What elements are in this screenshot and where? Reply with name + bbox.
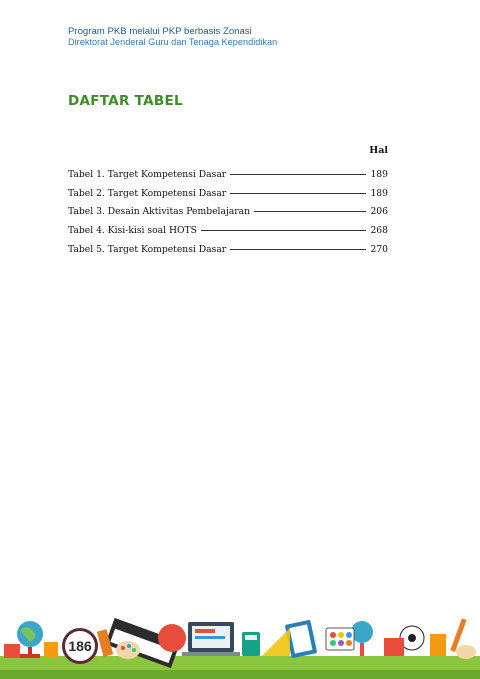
book-icon — [430, 634, 446, 656]
entry-page: 189 — [370, 169, 388, 180]
entry-label: Tabel 1. Target Kompetensi Dasar — [68, 169, 227, 180]
list-item[interactable] — [68, 188, 388, 207]
list-item[interactable] — [68, 225, 388, 244]
running-header — [68, 26, 277, 48]
header-program-title: Program PKB melalui PKP berbasis Zonasi — [68, 26, 252, 37]
paint-palette-icon — [116, 641, 140, 659]
page-title: DAFTAR TABEL — [68, 93, 183, 109]
entry-page: 189 — [370, 187, 388, 199]
entry-page: 206 — [370, 206, 388, 218]
header-directorate: Direktorat Jenderal Guru dan Tenaga Kependidikan — [68, 37, 278, 47]
page-number-badge: 186 — [62, 628, 98, 664]
paint-set-icon — [326, 628, 354, 650]
laptop-icon — [182, 622, 240, 656]
entry-page: 268 — [370, 225, 388, 237]
globe-icon — [17, 621, 43, 658]
dot-leader — [201, 230, 367, 231]
set-square-icon — [262, 628, 290, 656]
entry-label: Tabel 3. Desain Aktivitas Pembelajaran — [68, 206, 251, 218]
list-item[interactable] — [68, 206, 388, 225]
list-item[interactable] — [68, 169, 388, 188]
paint-palette-icon — [456, 645, 476, 659]
book-icon — [384, 638, 404, 656]
dot-leader — [230, 193, 366, 194]
list-item[interactable] — [68, 244, 388, 263]
entry-label: Tabel 5. Target Kompetensi Dasar — [68, 243, 227, 255]
ball-icon — [158, 624, 186, 652]
calculator-icon — [242, 632, 260, 656]
table-list — [68, 169, 388, 262]
page-column-label: Hal — [369, 145, 388, 156]
dot-leader — [254, 211, 366, 212]
entry-label: Tabel 4. Kisi-kisi soal HOTS — [68, 225, 197, 237]
dot-leader — [230, 249, 366, 250]
dot-leader — [230, 174, 366, 175]
entry-page: 270 — [370, 243, 388, 255]
entry-label: Tabel 2. Target Kompetensi Dasar — [68, 187, 227, 199]
